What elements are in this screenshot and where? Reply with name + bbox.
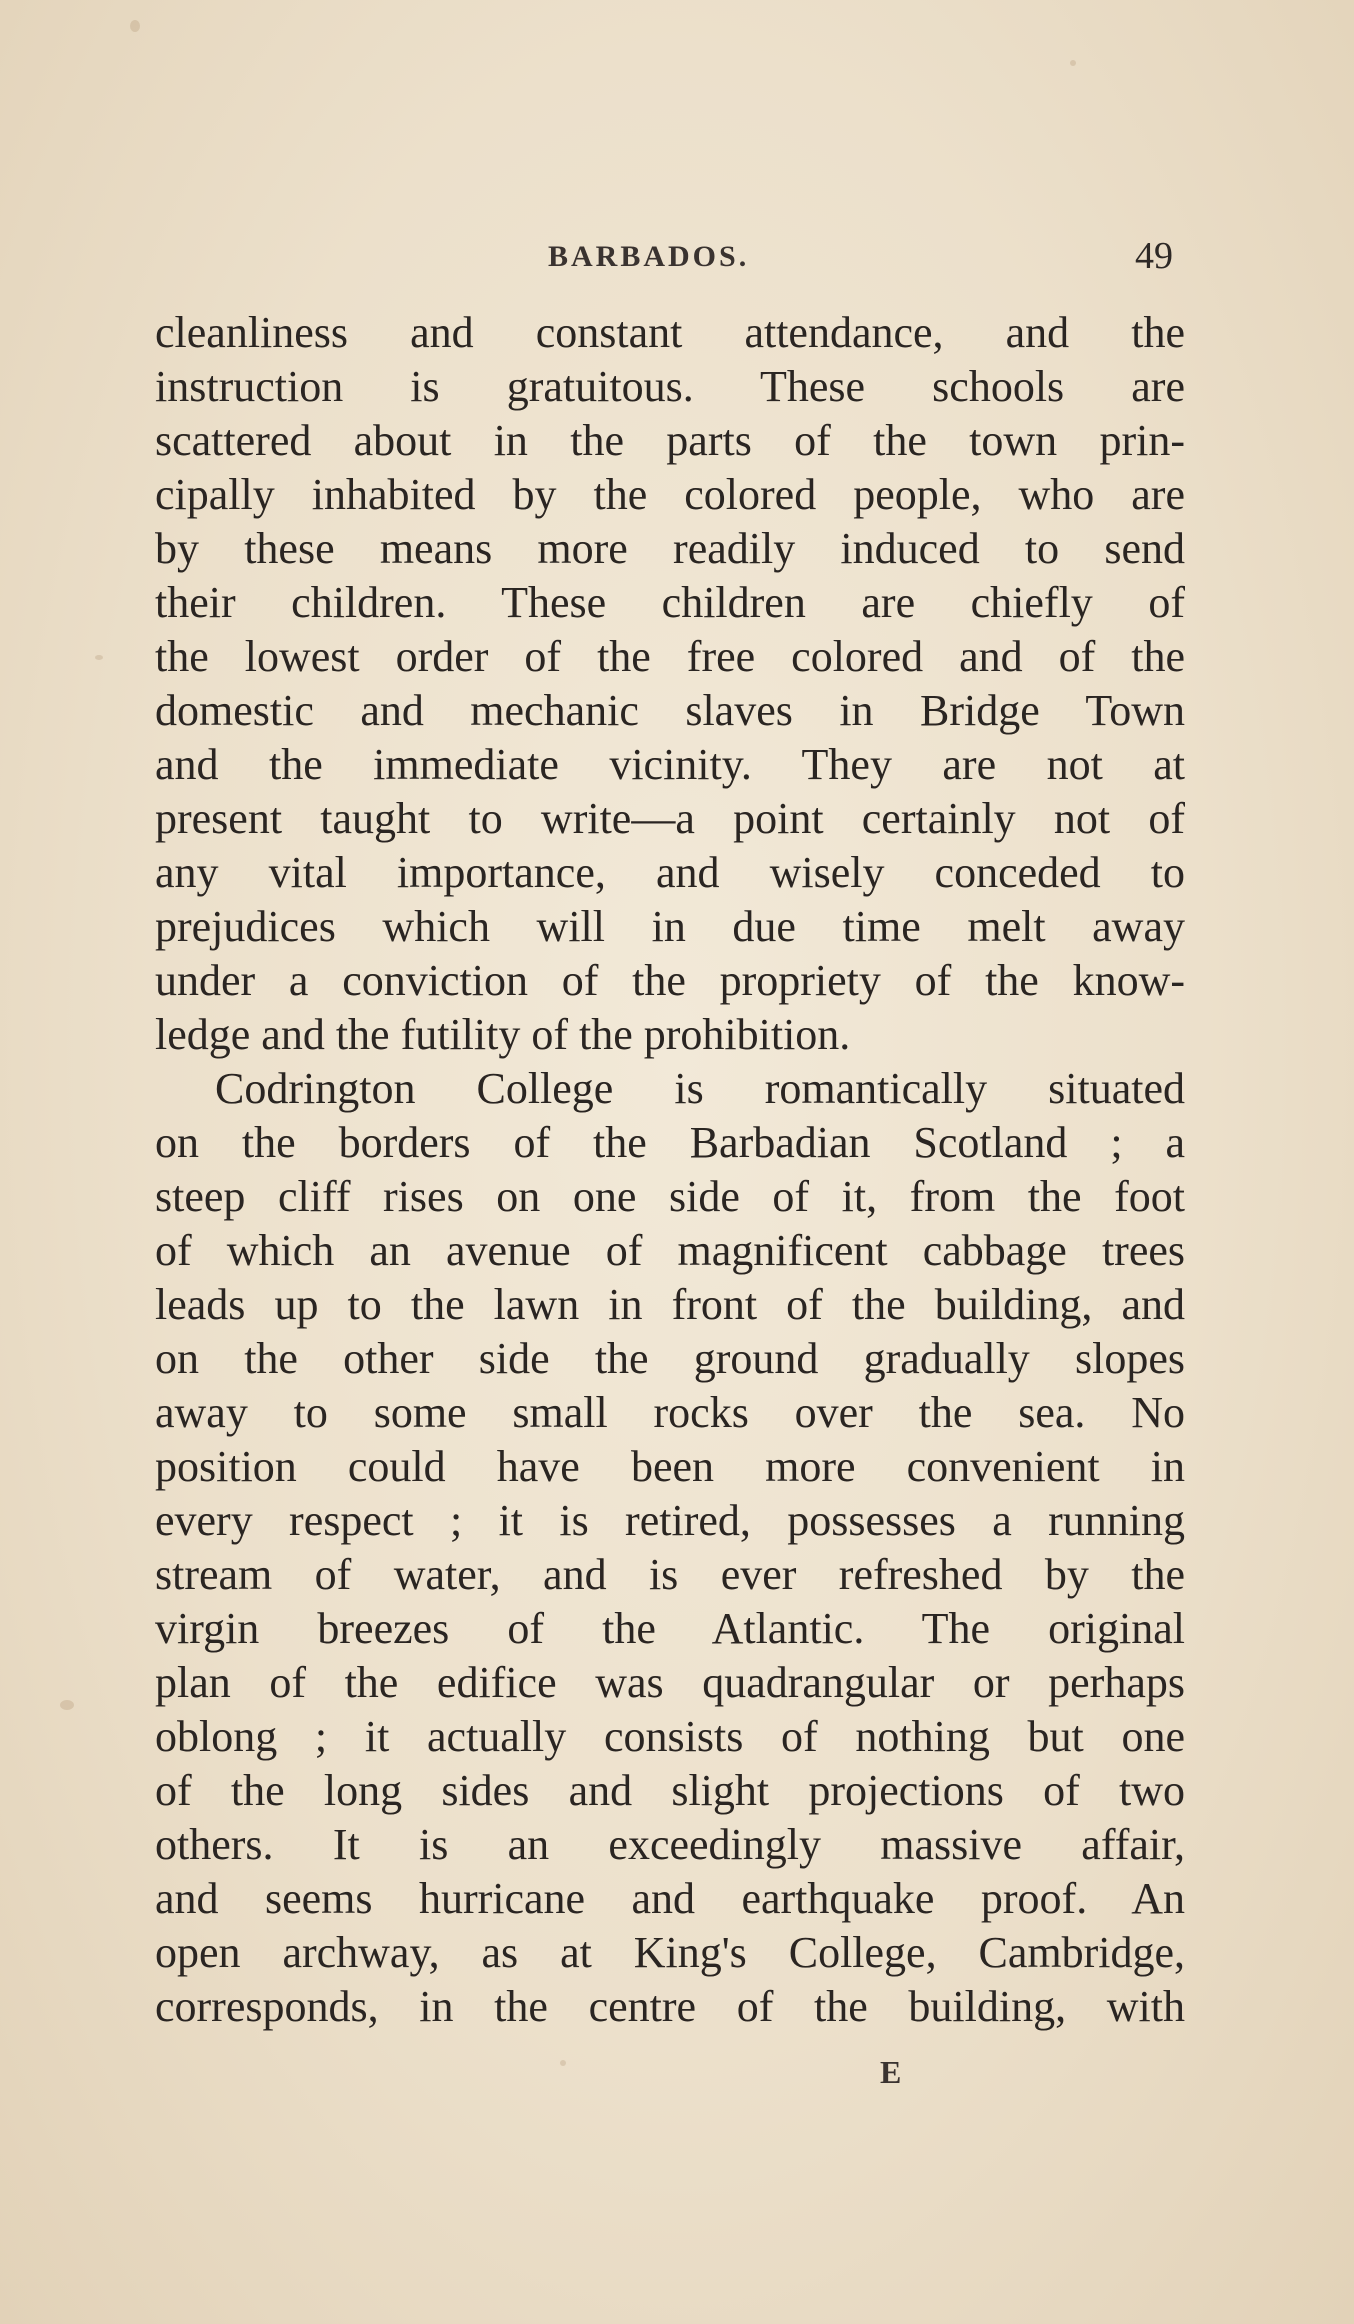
text-line: plan of the edifice was quadrangular or perhaps [155, 1658, 1185, 1707]
text-line: domestic and mechanic slaves in Bridge Town [155, 686, 1185, 735]
text-line: and seems hurricane and earthquake proof. An [155, 1874, 1185, 1923]
text-line: corresponds, in the centre of the building, with [155, 1982, 1185, 2031]
text-line: others. It is an exceedingly massive affair, [155, 1820, 1185, 1869]
text-line: and the immediate vicinity. They are not at [155, 740, 1185, 789]
text-line: leads up to the lawn in front of the building, and [155, 1280, 1185, 1329]
text-line: stream of water, and is ever refreshed by the [155, 1550, 1185, 1599]
paper-stain [1070, 60, 1076, 66]
text-line: away to some small rocks over the sea. No [155, 1388, 1185, 1437]
text-line: present taught to write—a point certainly not of [155, 794, 1185, 843]
page-number: 49 [1135, 235, 1173, 277]
text-line: under a conviction of the propriety of the know- [155, 956, 1185, 1005]
text-line: cleanliness and constant attendance, and the [155, 308, 1185, 357]
text-line: on the borders of the Barbadian Scotland ; a [155, 1118, 1185, 1167]
text-line: of which an avenue of magnificent cabbage trees [155, 1226, 1185, 1275]
text-line: virgin breezes of the Atlantic. The original [155, 1604, 1185, 1653]
text-line: of the long sides and slight projections of two [155, 1766, 1185, 1815]
text-line: steep cliff rises on one side of it, from the foot [155, 1172, 1185, 1221]
text-line: their children. These children are chiefly of [155, 578, 1185, 627]
text-line: position could have been more convenient in [155, 1442, 1185, 1491]
signature-mark: E [880, 2054, 903, 2090]
paper-stain [560, 2060, 566, 2066]
text-line: ledge and the futility of the prohibition. [155, 1010, 851, 1059]
paper-stain [95, 655, 103, 660]
paragraph-start-line: Codrington College is romantically situated [215, 1064, 1185, 1113]
text-line: scattered about in the parts of the town prin- [155, 416, 1185, 465]
text-line: on the other side the ground gradually slopes [155, 1334, 1185, 1383]
text-line: oblong ; it actually consists of nothing but one [155, 1712, 1185, 1761]
running-title: BARBADOS. [548, 240, 750, 273]
text-line: by these means more readily induced to send [155, 524, 1185, 573]
text-line: every respect ; it is retired, possesses a running [155, 1496, 1185, 1545]
text-line: any vital importance, and wisely conceded to [155, 848, 1185, 897]
text-line: open archway, as at King's College, Cambridge, [155, 1928, 1185, 1977]
body-text [155, 306, 1185, 2034]
text-line: cipally inhabited by the colored people, who are [155, 470, 1185, 519]
text-line: prejudices which will in due time melt away [155, 902, 1185, 951]
text-line: the lowest order of the free colored and of the [155, 632, 1185, 681]
running-head [0, 234, 1354, 284]
text-line: instruction is gratuitous. These schools are [155, 362, 1185, 411]
paper-stain [60, 1700, 74, 1710]
paper-stain [130, 20, 140, 32]
